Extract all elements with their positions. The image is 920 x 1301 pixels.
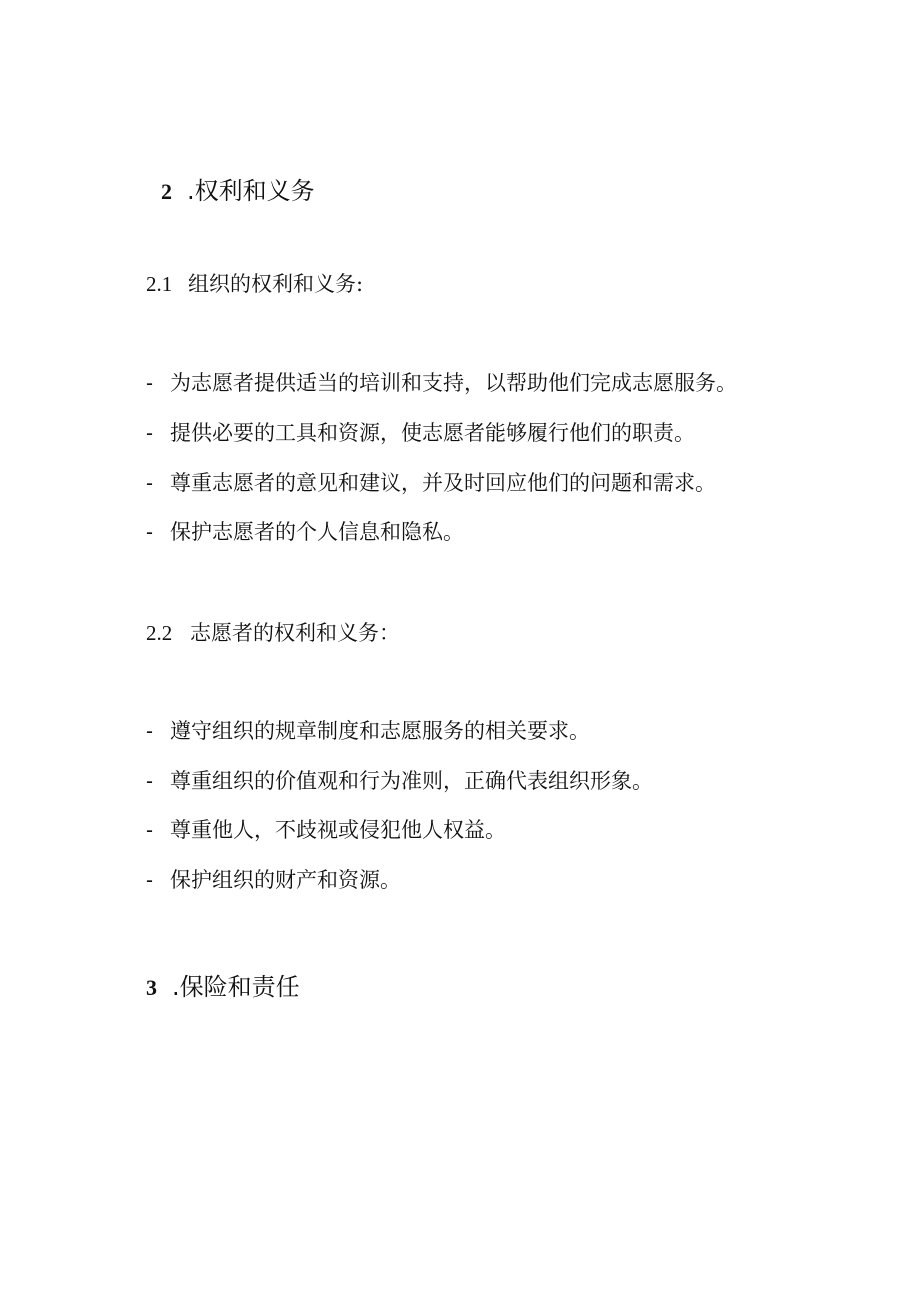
subsection-heading-2-2	[146, 619, 400, 647]
bullet-dash: -	[146, 770, 153, 793]
list-item-text: 为志愿者提供适当的培训和支持，以帮助他们完成志愿服务。	[170, 371, 737, 395]
list-item	[146, 717, 590, 746]
bullet-dash: -	[146, 819, 153, 842]
list-item	[146, 518, 464, 547]
section-heading-3	[146, 972, 300, 1003]
section-title: .保险和责任	[172, 973, 300, 1001]
list-item	[146, 767, 653, 796]
list-item	[146, 469, 716, 498]
bullet-dash: -	[146, 472, 153, 495]
list-item	[146, 369, 737, 398]
list-item	[146, 866, 401, 895]
subsection-number: 2.2	[146, 621, 173, 645]
section-number: 3	[146, 975, 157, 1000]
list-item-text: 尊重志愿者的意见和建议，并及时回应他们的问题和需求。	[170, 471, 716, 495]
list-item-text: 遵守组织的规章制度和志愿服务的相关要求。	[170, 719, 590, 743]
subsection-heading-2-1	[146, 270, 363, 298]
list-item	[146, 419, 695, 448]
list-item-text: 尊重他人，不歧视或侵犯他人权益。	[170, 818, 506, 842]
bullet-dash: -	[146, 422, 153, 445]
section-heading-2	[161, 176, 315, 207]
section-title: .权利和义务	[187, 177, 315, 205]
subsection-title: 组织的权利和义务:	[188, 272, 364, 296]
list-item-text: 提供必要的工具和资源，使志愿者能够履行他们的职责。	[170, 421, 695, 445]
list-item-text: 保护组织的财产和资源。	[170, 868, 401, 892]
bullet-dash: -	[146, 869, 153, 892]
list-item	[146, 816, 506, 845]
subsection-number: 2.1	[146, 272, 173, 296]
list-item-text: 保护志愿者的个人信息和隐私。	[170, 520, 464, 544]
subsection-title: 志愿者的权利和义务：	[190, 621, 400, 645]
bullet-dash: -	[146, 521, 153, 544]
bullet-dash: -	[146, 720, 153, 743]
section-number: 2	[161, 179, 172, 204]
list-item-text: 尊重组织的价值观和行为准则，正确代表组织形象。	[170, 769, 653, 793]
bullet-dash: -	[146, 372, 153, 395]
